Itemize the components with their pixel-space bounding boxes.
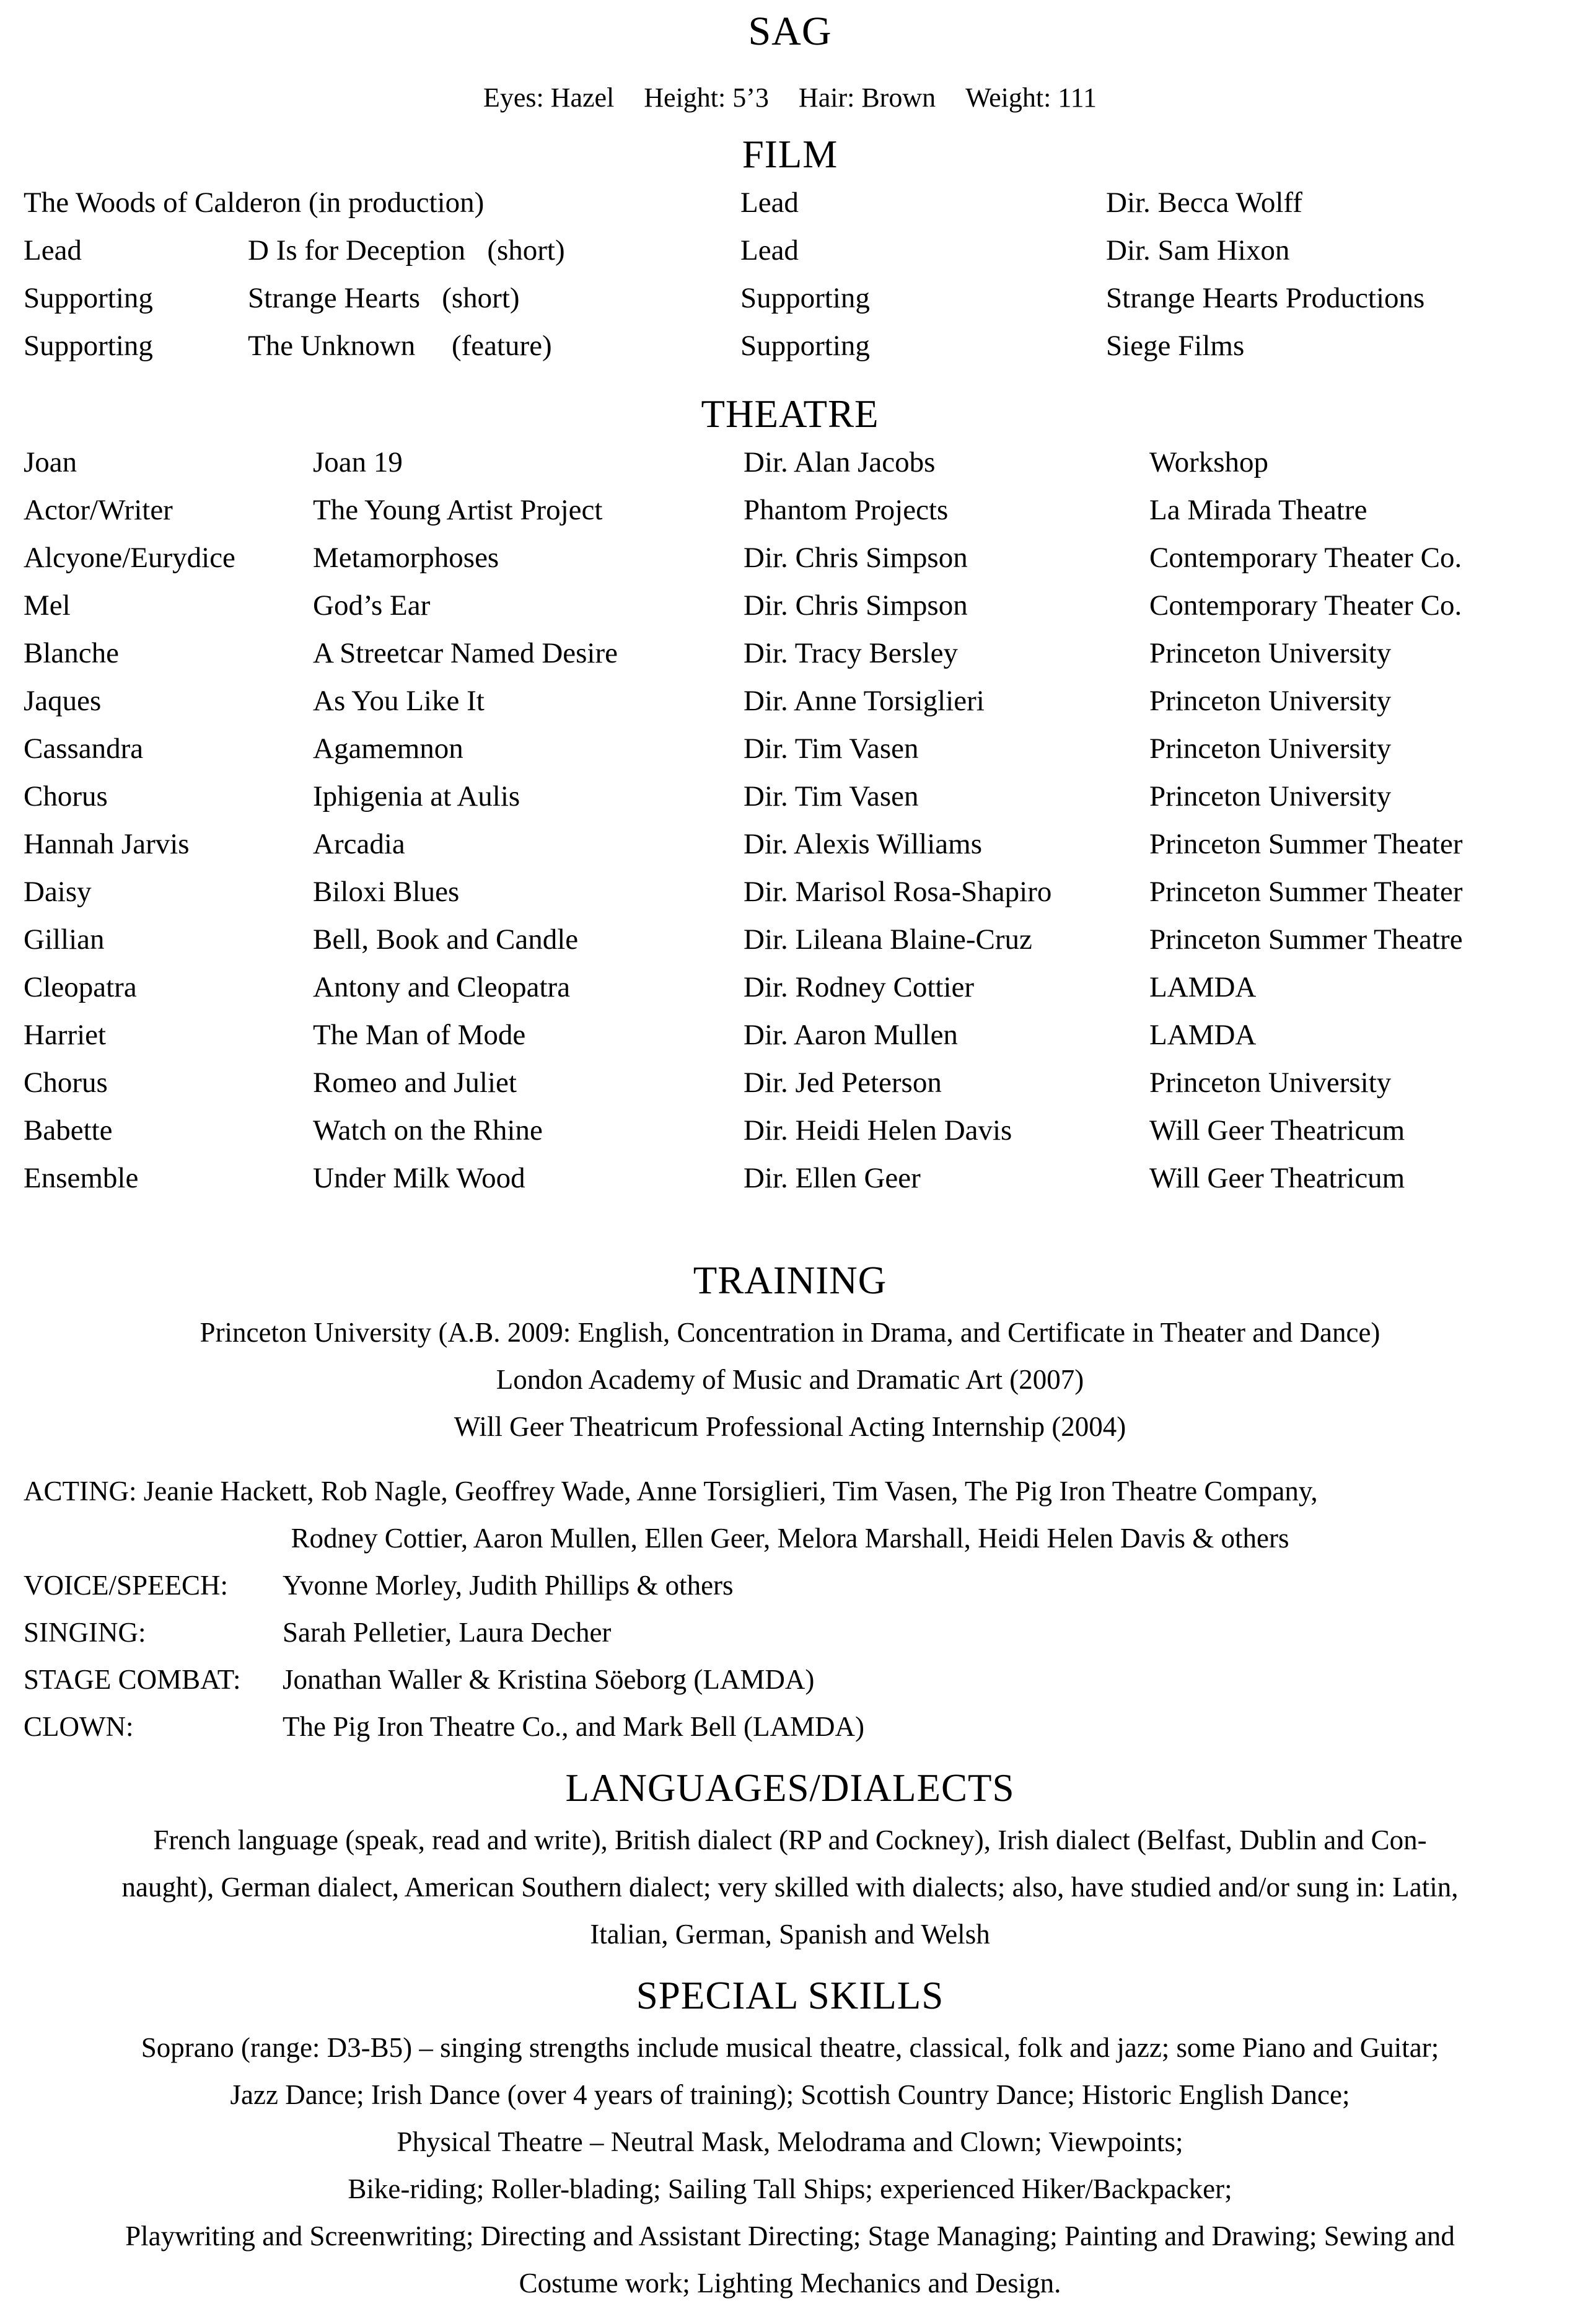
cell-director: Dir. Anne Torsiglieri (744, 685, 985, 717)
cell-title (248, 179, 740, 227)
coach-row (24, 1609, 1556, 1656)
cell-role: Daisy (24, 876, 92, 908)
stat-weight: Weight: 111 (965, 82, 1097, 113)
cell-role: Mel (24, 589, 71, 622)
cell-venue: Workshop (1149, 446, 1269, 478)
cell-director: Dir. Chris Simpson (744, 589, 968, 622)
cell-role: Lead (24, 234, 82, 266)
cell-role: Cleopatra (24, 971, 137, 1003)
cell-director: Phantom Projects (744, 494, 949, 526)
training-section-heading: TRAINING (693, 1259, 887, 1302)
cell-director: Dir. Tim Vasen (744, 733, 919, 765)
cell-title: D Is for Deception (short) (248, 234, 565, 266)
cell-play: The Man of Mode (313, 1019, 526, 1051)
coach-label: SINGING: (24, 1617, 146, 1648)
cell-venue: Princeton University (1149, 780, 1392, 812)
stat-height: Height: 5’3 (644, 82, 769, 113)
cell-venue: LAMDA (1149, 971, 1257, 1003)
coach-row (24, 1703, 1556, 1750)
languages-section-heading: LANGUAGES/DIALECTS (565, 1766, 1015, 1810)
theatre-row (24, 773, 1556, 821)
theatre-row (24, 1107, 1556, 1155)
cell-billing: Lead (740, 234, 799, 266)
cell-role: The Woods of Calderon (in production) (24, 187, 485, 219)
cell-director: Dir. Lileana Blaine-Cruz (744, 923, 1032, 956)
cell-role: Actor/Writer (24, 494, 173, 526)
cell-director: Dir. Chris Simpson (744, 542, 968, 574)
cell-venue: LAMDA (1149, 1019, 1257, 1051)
coach-value: Yvonne Morley, Judith Phillips & others (283, 1570, 734, 1601)
coach-value: Sarah Pelletier, Laura Decher (283, 1617, 612, 1648)
coach-label: CLOWN: (24, 1711, 134, 1742)
cell-venue: Will Geer Theatricum (1149, 1162, 1405, 1194)
theatre-row (24, 1155, 1556, 1202)
cell-role: Supporting (24, 282, 153, 314)
film-row (24, 179, 1556, 227)
cell-play: As You Like It (313, 685, 485, 717)
cell-venue: Princeton University (1149, 685, 1392, 717)
cell-role: Blanche (24, 637, 119, 669)
cell-role: Joan (24, 446, 77, 478)
cell-role: Chorus (24, 780, 108, 812)
cell-director: Siege Films (1106, 330, 1245, 362)
theatre-row (24, 964, 1556, 1011)
cell-director: Dir. Becca Wolff (1106, 187, 1302, 219)
page-title: SAG (748, 9, 832, 54)
stats-line (24, 84, 1556, 112)
skills-line: Soprano (range: D3-B5) – singing strengths include musical theatre, classical, folk and jazz; some Piano and Guitar; (141, 2032, 1439, 2063)
cell-director: Strange Hearts Productions (1106, 282, 1425, 314)
cell-role: Cassandra (24, 733, 144, 765)
cell-role: Supporting (24, 330, 153, 362)
cell-director: Dir. Tracy Bersley (744, 637, 958, 669)
cell-venue: Princeton University (1149, 637, 1392, 669)
cell-venue: Contemporary Theater Co. (1149, 589, 1462, 622)
cell-title: The Unknown (feature) (248, 330, 552, 362)
training-lines (24, 1309, 1556, 1450)
coach-value: The Pig Iron Theatre Co., and Mark Bell (LAMDA) (283, 1711, 864, 1742)
cell-director: Dir. Aaron Mullen (744, 1019, 958, 1051)
cell-play: Bell, Book and Candle (313, 923, 579, 956)
film-table (24, 179, 1556, 370)
film-row (24, 322, 1556, 370)
cell-role: Gillian (24, 923, 105, 956)
training-line: London Academy of Music and Dramatic Art (2007) (496, 1364, 1084, 1395)
cell-role: Alcyone/Eurydice (24, 542, 235, 574)
theatre-row (24, 821, 1556, 868)
cell-play: Under Milk Wood (313, 1162, 525, 1194)
cell-role: Ensemble (24, 1162, 139, 1194)
cell-director: Dir. Marisol Rosa-Shapiro (744, 876, 1052, 908)
theatre-row (24, 582, 1556, 630)
cell-play: Iphigenia at Aulis (313, 780, 520, 812)
cell-venue: Will Geer Theatricum (1149, 1114, 1405, 1147)
cell-director: Dir. Rodney Cottier (744, 971, 975, 1003)
cell-play: Joan 19 (313, 446, 403, 478)
languages-line: French language (speak, read and write), British dialect (RP and Cockney), Irish dialect (Belfast, Dublin and Con- (153, 1824, 1427, 1855)
cell-director: Dir. Ellen Geer (744, 1162, 921, 1194)
cell-billing: Lead (740, 187, 799, 219)
cell-director: Dir. Jed Peterson (744, 1067, 942, 1099)
cell-venue: Princeton University (1149, 1067, 1392, 1099)
stat-eyes: Eyes: Hazel (483, 82, 615, 113)
theatre-row (24, 630, 1556, 677)
cell-director: Dir. Alexis Williams (744, 828, 982, 860)
cell-role: Babette (24, 1114, 113, 1147)
languages-lines (24, 1816, 1556, 1958)
cell-role: Chorus (24, 1067, 108, 1099)
training-line: Princeton University (A.B. 2009: English, Concentration in Drama, and Certificate in Theater and Dance) (200, 1317, 1380, 1348)
skills-line: Jazz Dance; Irish Dance (over 4 years of training); Scottish Country Dance; Historic English Dance; (230, 2079, 1350, 2110)
theatre-row (24, 725, 1556, 773)
theatre-row (24, 534, 1556, 582)
cell-venue: La Mirada Theatre (1149, 494, 1367, 526)
acting-line: ACTING: Jeanie Hackett, Rob Nagle, Geoffrey Wade, Anne Torsiglieri, Tim Vasen, The Pig Iron Theatre Company, (24, 1476, 1318, 1507)
skills-line: Costume work; Lighting Mechanics and Design. (519, 2268, 1061, 2299)
theatre-row (24, 677, 1556, 725)
training-line: Will Geer Theatricum Professional Acting Internship (2004) (454, 1411, 1126, 1442)
cell-director: Dir. Alan Jacobs (744, 446, 936, 478)
cell-role: Hannah Jarvis (24, 828, 190, 860)
languages-line: naught), German dialect, American Southern dialect; very skilled with dialects; also, have studied and/or sung in: Latin, (121, 1872, 1459, 1903)
cell-director: Dir. Sam Hixon (1106, 234, 1290, 266)
cell-play: The Young Artist Project (313, 494, 603, 526)
cell-venue: Princeton University (1149, 733, 1392, 765)
cell-role: Harriet (24, 1019, 107, 1051)
acting-line: Rodney Cottier, Aaron Mullen, Ellen Geer, Melora Marshall, Heidi Helen Davis & others (291, 1523, 1289, 1554)
skills-line: Playwriting and Screenwriting; Directing and Assistant Directing; Stage Managing; Painting and Drawing; Sewing and (125, 2221, 1455, 2251)
skills-section-heading: SPECIAL SKILLS (636, 1974, 944, 2017)
theatre-row (24, 916, 1556, 964)
theatre-row (24, 868, 1556, 916)
cell-billing: Supporting (740, 282, 870, 314)
cell-play: Agamemnon (313, 733, 463, 765)
theatre-row (24, 1059, 1556, 1107)
film-section-heading: FILM (742, 133, 838, 176)
cell-play: Arcadia (313, 828, 405, 860)
cell-venue: Contemporary Theater Co. (1149, 542, 1462, 574)
skills-line: Physical Theatre – Neutral Mask, Melodrama and Clown; Viewpoints; (397, 2126, 1183, 2157)
film-row (24, 275, 1556, 322)
cell-director: Dir. Tim Vasen (744, 780, 919, 812)
skills-line: Bike-riding; Roller-blading; Sailing Tall Ships; experienced Hiker/Backpacker; (348, 2173, 1232, 2204)
cell-play: Romeo and Juliet (313, 1067, 517, 1099)
coach-label: STAGE COMBAT: (24, 1664, 241, 1695)
cell-venue: Princeton Summer Theater (1149, 828, 1463, 860)
stat-hair: Hair: Brown (798, 82, 936, 113)
cell-play: Metamorphoses (313, 542, 499, 574)
skills-lines (24, 2024, 1556, 2307)
theatre-row (24, 1011, 1556, 1059)
film-row (24, 227, 1556, 275)
theatre-row (24, 439, 1556, 486)
cell-play: A Streetcar Named Desire (313, 637, 618, 669)
cell-play: Antony and Cleopatra (313, 971, 571, 1003)
cell-director: Dir. Heidi Helen Davis (744, 1114, 1012, 1147)
coach-row (24, 1656, 1556, 1703)
cell-venue: Princeton Summer Theater (1149, 876, 1463, 908)
coach-label: VOICE/SPEECH: (24, 1570, 229, 1601)
coach-value: Jonathan Waller & Kristina Söeborg (LAMDA) (283, 1664, 815, 1695)
cell-play: God’s Ear (313, 589, 431, 622)
theatre-row (24, 486, 1556, 534)
cell-billing: Supporting (740, 330, 870, 362)
theatre-table (24, 439, 1556, 1202)
coach-row (24, 1562, 1556, 1609)
cell-title: Strange Hearts (short) (248, 282, 520, 314)
languages-line: Italian, German, Spanish and Welsh (590, 1919, 990, 1950)
cell-role: Jaques (24, 685, 102, 717)
coaches-block (24, 1468, 1556, 1750)
cell-play: Biloxi Blues (313, 876, 460, 908)
theatre-section-heading: THEATRE (701, 392, 879, 436)
cell-venue: Princeton Summer Theatre (1149, 923, 1463, 956)
cell-play: Watch on the Rhine (313, 1114, 543, 1147)
